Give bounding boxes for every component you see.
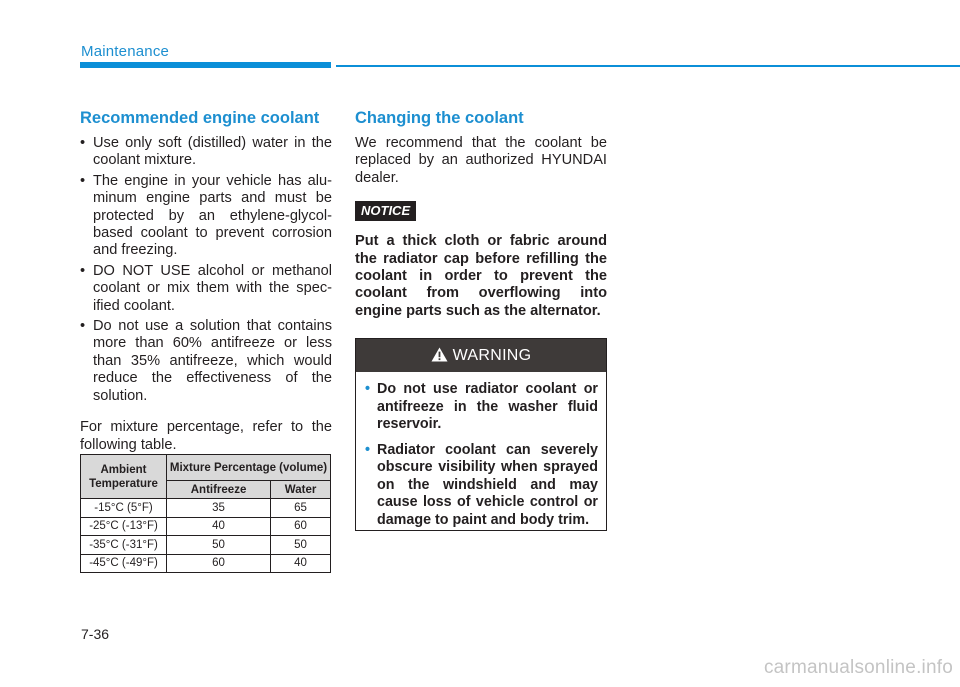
- header-rule-thick: [80, 62, 331, 68]
- list-item: • Do not use a solution that contains more than 60% antifreeze or less than 35% antifreeze, which would reduce the effectiveness of the solution.: [80, 318, 332, 405]
- temp-cell: -15°C (5°F): [81, 499, 167, 518]
- antifreeze-cell: 50: [167, 536, 271, 555]
- changing-coolant-heading: Changing the coolant: [355, 109, 524, 127]
- table-row: [81, 517, 331, 536]
- notice-text: Put a thick cloth or fabric around the radiator cap before refilling the coolant in order to prevent the coolant from overflowing into engine parts such as the alternator.: [355, 233, 607, 319]
- header-rule-thin: [336, 65, 960, 67]
- notice-badge: NOTICE: [355, 201, 416, 221]
- water-cell: 65: [271, 499, 331, 518]
- warning-triangle-icon: [431, 347, 448, 362]
- header-antifreeze: Antifreeze: [167, 481, 271, 499]
- antifreeze-cell: 60: [167, 554, 271, 573]
- header-water: Water: [271, 481, 331, 499]
- header-ambient-temperature: Ambient Temperature: [81, 455, 167, 499]
- list-item: • Use only soft (distilled) water in the coolant mixture.: [80, 135, 332, 170]
- warning-body: [356, 372, 606, 529]
- list-item: • The engine in your vehicle has alu-minum engine parts and must be protected by an ethylene-glycol-based coolant to prevent corrosion and freezing.: [80, 173, 332, 260]
- bullet-dot-icon: •: [365, 441, 371, 458]
- page-number: 7-36: [81, 626, 110, 642]
- warning-label: WARNING: [452, 347, 532, 364]
- changing-coolant-intro: We recommend that the coolant be replaced by an authorized HYUNDAI dealer.: [355, 135, 607, 186]
- bullet-dot-icon: •: [365, 381, 371, 397]
- warning-item-text: Do not use radiator coolant or antifreeze in the washer fluid reservoir.: [377, 381, 598, 432]
- temp-cell: -35°C (-31°F): [81, 536, 167, 555]
- table-row: [81, 536, 331, 555]
- table-row: [81, 554, 331, 573]
- warning-list: [365, 381, 598, 529]
- antifreeze-cell: 35: [167, 499, 271, 518]
- temp-cell: -45°C (-49°F): [81, 554, 167, 573]
- section-title: Maintenance: [81, 43, 170, 60]
- warning-box: [355, 338, 607, 531]
- recommended-coolant-heading: Recommended engine coolant: [80, 109, 320, 127]
- changing-coolant-column: [355, 108, 607, 320]
- table-row: [81, 499, 331, 518]
- coolant-mixture-table: [80, 454, 331, 573]
- water-cell: 50: [271, 536, 331, 555]
- antifreeze-cell: 40: [167, 517, 271, 536]
- header-mixture-percentage: Mixture Percentage (volume): [167, 455, 331, 481]
- table-intro-text: For mixture percentage, refer to the following table.: [80, 419, 332, 453]
- recommended-coolant-column: [80, 108, 332, 454]
- recommended-coolant-list: [80, 135, 332, 405]
- water-cell: 40: [271, 554, 331, 573]
- list-item: [365, 381, 598, 434]
- list-item: [365, 442, 598, 530]
- water-cell: 60: [271, 517, 331, 536]
- watermark: carmanualsonline.info: [763, 657, 953, 678]
- temp-cell: -25°C (-13°F): [81, 517, 167, 536]
- list-item: • DO NOT USE alcohol or methanol coolant or mix them with the spec-ified coolant.: [80, 263, 332, 315]
- warning-header: [356, 339, 606, 372]
- warning-item-text: Radiator coolant can severely obscure visibility when sprayed on the windshield and may cause loss of vehicle control or damage to paint and body trim.: [377, 441, 598, 528]
